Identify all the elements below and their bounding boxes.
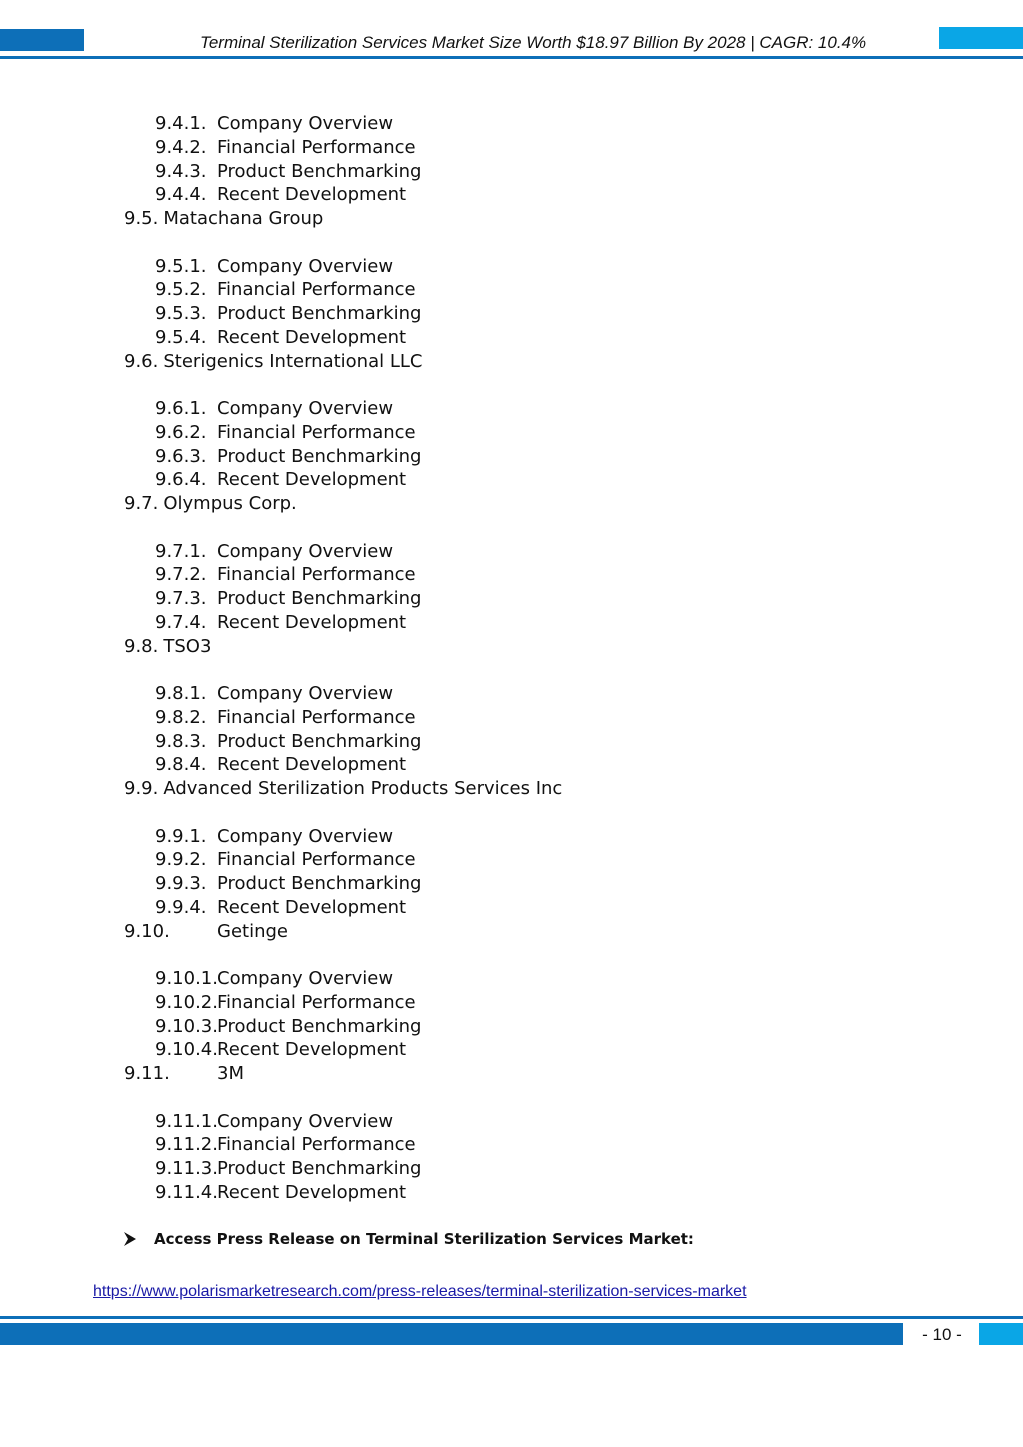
toc-subsection-item [0,1015,1023,1039]
toc-section-item [0,207,1023,231]
toc-item-title: TSO3 [163,635,212,657]
toc-subsection-item [0,872,1023,896]
toc-item-title: Product Benchmarking [217,873,422,894]
toc-item-title: Financial Performance [217,1134,416,1156]
toc-section-item [0,635,1023,659]
toc-item-title: Product Benchmarking [217,1015,422,1037]
footer-accent-bar-left [0,1323,903,1345]
toc-item-title: Recent Development [217,469,407,491]
toc-item-title: Company Overview [217,968,394,989]
press-release-callout [124,1228,694,1250]
toc-item-number: 9.4.2. [155,136,207,158]
toc-item-number: 9.7.2. [155,564,207,586]
toc-item-number: 9.9.3. [155,873,207,894]
toc-item-number: 9.9.4. [155,896,207,918]
toc-item-title: Matachana Group [163,208,324,229]
toc-item-number: 9.5.1. [155,255,207,277]
toc-item-number: 9.8.3. [155,730,207,752]
toc-item-number: 9.11.3. [155,1158,218,1179]
toc-subsection-item [0,255,1023,279]
toc-subsection-item [0,896,1023,920]
footer-rule [0,1316,1023,1319]
toc-item-number: 9.10.1. [155,968,218,989]
header-title: Terminal Sterilization Services Market Size Worth $18.97 Billion By 2028 | CAGR: 10.4% [200,33,867,52]
toc-item-number: 9.5.2. [155,279,207,301]
toc-subsection-item [0,445,1023,469]
toc-item-title: Financial Performance [217,279,416,301]
toc-item-number: 9.7.4. [155,611,207,633]
toc-spacer [0,801,1023,825]
toc-item-number: 9.6. [124,350,159,372]
toc-item-title: Financial Performance [217,421,416,443]
toc-item-number: 9.7. [124,493,159,514]
toc-subsection-item [0,160,1023,184]
toc-item-title: Product Benchmarking [217,1158,422,1179]
toc-item-title: Sterigenics International LLC [163,350,423,372]
toc-section-item [0,492,1023,516]
toc-item-title: Product Benchmarking [217,160,422,182]
toc-subsection-item [0,278,1023,302]
toc-item-number: 9.8. [124,635,159,657]
header-rule [0,56,1023,59]
toc-item-title: Recent Development [217,184,407,206]
toc-section-item [0,777,1023,801]
toc-spacer [0,516,1023,540]
toc-item-number: 9.9.2. [155,849,207,871]
toc-item-number: 9.5.4. [155,326,207,348]
toc-item-title: Financial Performance [217,706,416,728]
toc-subsection-item [0,706,1023,730]
toc-item-number: 9.4.1. [155,113,207,134]
toc-subsection-item [0,587,1023,611]
toc-item-number: 9.6.2. [155,421,207,443]
toc-item-title: 3M [217,1063,244,1084]
toc-subsection-item [0,183,1023,207]
toc-item-title: Recent Development [217,1039,407,1061]
toc-subsection-item [0,540,1023,564]
toc-item-title: Company Overview [217,398,394,419]
toc-item-number: 9.5.3. [155,303,207,324]
toc-item-title: Company Overview [217,255,394,277]
toc-item-title: Financial Performance [217,564,416,586]
toc-spacer [0,943,1023,967]
toc-item-number: 9.10.2. [155,991,218,1013]
toc-item-number: 9.9. [124,778,159,799]
toc-item-number: 9.11. [124,1063,170,1084]
toc-item-title: Company Overview [217,113,394,134]
toc-spacer [0,1086,1023,1110]
toc-subsection-item [0,468,1023,492]
toc-section-item [0,1062,1023,1086]
header-accent-bar-right [939,27,1023,49]
toc-item-title: Advanced Sterilization Products Services Inc [163,778,563,799]
toc-item-title: Recent Development [217,326,407,348]
toc-subsection-item [0,112,1023,136]
toc-subsection-item [0,1157,1023,1181]
toc-item-title: Company Overview [217,825,394,847]
toc-subsection-item [0,302,1023,326]
toc-item-number: 9.9.1. [155,825,207,847]
toc-item-number: 9.8.4. [155,754,207,776]
footer-accent-bar-right [979,1323,1023,1345]
toc-subsection-item [0,1133,1023,1157]
toc-subsection-item [0,730,1023,754]
toc-item-number: 9.10.4. [155,1039,218,1061]
toc-subsection-item [0,1110,1023,1134]
toc-item-number: 9.6.3. [155,445,207,467]
toc-subsection-item [0,397,1023,421]
toc-item-number: 9.6.1. [155,398,207,419]
toc-subsection-item [0,848,1023,872]
toc-subsection-item [0,1181,1023,1205]
toc-item-number: 9.7.1. [155,540,207,562]
toc-item-number: 9.11.2. [155,1134,218,1156]
toc-item-title: Recent Development [217,896,407,918]
press-release-label: Access Press Release on Terminal Sterilization Services Market: [154,1230,694,1248]
toc-item-title: Olympus Corp. [163,493,297,514]
toc-subsection-item [0,611,1023,635]
toc-subsection-item [0,991,1023,1015]
toc-spacer [0,373,1023,397]
table-of-contents [0,112,1023,1205]
toc-item-title: Company Overview [217,1110,394,1132]
toc-subsection-item [0,967,1023,991]
toc-item-number: 9.6.4. [155,469,207,491]
toc-section-item [0,350,1023,374]
toc-subsection-item [0,136,1023,160]
toc-item-number: 9.5. [124,208,159,229]
toc-subsection-item [0,326,1023,350]
toc-subsection-item [0,421,1023,445]
toc-item-title: Product Benchmarking [217,303,422,324]
toc-item-title: Product Benchmarking [217,730,422,752]
toc-spacer [0,231,1023,255]
toc-item-title: Financial Performance [217,136,416,158]
toc-subsection-item [0,753,1023,777]
toc-item-number: 9.10. [124,920,170,942]
toc-item-title: Recent Development [217,1181,407,1203]
toc-item-number: 9.8.2. [155,706,207,728]
toc-item-number: 9.10.3. [155,1015,218,1037]
toc-item-title: Product Benchmarking [217,445,422,467]
toc-subsection-item [0,563,1023,587]
toc-item-title: Financial Performance [217,991,416,1013]
toc-item-title: Company Overview [217,683,394,704]
toc-item-number: 9.8.1. [155,683,207,704]
toc-item-title: Recent Development [217,754,407,776]
toc-item-title: Company Overview [217,540,394,562]
toc-item-number: 9.4.4. [155,184,207,206]
toc-item-number: 9.11.1. [155,1110,218,1132]
toc-item-title: Getinge [217,920,288,942]
toc-item-number: 9.4.3. [155,160,207,182]
toc-subsection-item [0,825,1023,849]
page-number: - 10 - [922,1325,962,1344]
toc-item-number: 9.7.3. [155,588,207,609]
toc-subsection-item [0,1038,1023,1062]
toc-subsection-item [0,682,1023,706]
toc-item-title: Financial Performance [217,849,416,871]
header-accent-bar-left [0,29,84,51]
toc-section-item [0,920,1023,944]
arrow-bullet-icon [124,1232,136,1246]
toc-item-title: Product Benchmarking [217,588,422,609]
toc-item-title: Recent Development [217,611,407,633]
toc-spacer [0,658,1023,682]
press-release-link[interactable]: https://www.polarismarketresearch.com/press-releases/terminal-sterilization-services-market [93,1283,747,1300]
toc-item-number: 9.11.4. [155,1181,218,1203]
